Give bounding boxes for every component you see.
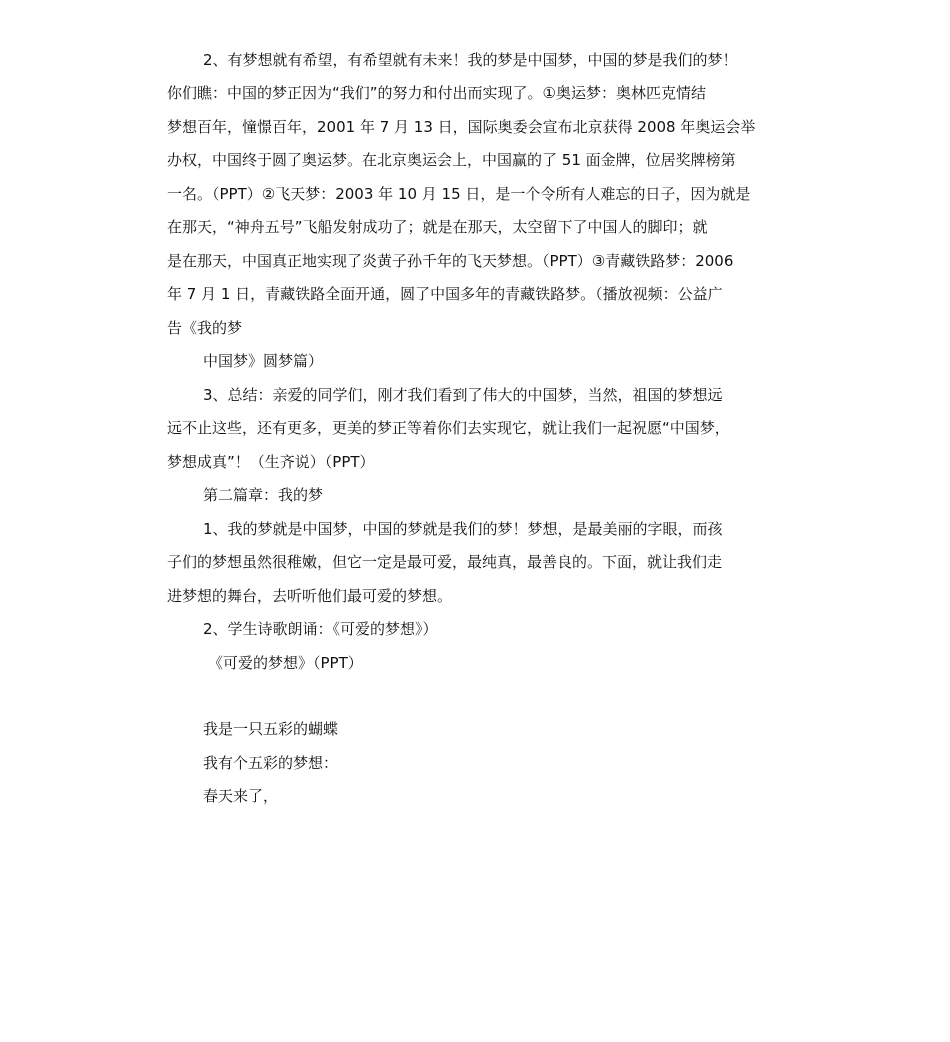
paragraph-line: 梦想百年，憧憬百年，2001 年 7 月 13 日，国际奥委会宣布北京获得 2008 年奥运会举 bbox=[167, 118, 756, 136]
paragraph-line: 2、有梦想就有希望，有希望就有未来！我的梦是中国梦，中国的梦是我们的梦！ bbox=[203, 51, 738, 69]
paragraph-line: 远不止这些，还有更多，更美的梦正等着你们去实现它，就让我们一起祝愿“中国梦， bbox=[167, 419, 730, 437]
paragraph-line: 中国梦》圆梦篇） bbox=[203, 352, 324, 370]
poem-line: 春天来了， bbox=[203, 787, 279, 805]
poem-line: 我有个五彩的梦想： bbox=[203, 754, 339, 772]
paragraph-line: 3、总结：亲爱的同学们，刚才我们看到了伟大的中国梦，当然，祖国的梦想远 bbox=[203, 386, 723, 404]
paragraph-line: 在那天，“神舟五号”飞船发射成功了；就是在那天，太空留下了中国人的脚印；就 bbox=[167, 218, 708, 236]
paragraph-line: 梦想成真”！（生齐说）（PPT） bbox=[167, 453, 375, 471]
paragraph-line: 年 7 月 1 日，青藏铁路全面开通，圆了中国多年的青藏铁路梦。（播放视频：公益广 bbox=[167, 285, 723, 303]
paragraph-line: 办权，中国终于圆了奥运梦。在北京奥运会上，中国赢的了 51 面金牌，位居奖牌榜第 bbox=[167, 151, 736, 169]
paragraph-line: 告《我的梦 bbox=[167, 319, 243, 337]
paragraph-line: 你们瞧：中国的梦正因为“我们”的努力和付出而实现了。①奥运梦：奥林匹克情结 bbox=[167, 84, 706, 102]
poem-line: 我是一只五彩的蝴蝶 bbox=[203, 720, 339, 738]
poem-title: 《可爱的梦想》（PPT） bbox=[208, 654, 363, 672]
paragraph-line: 1、我的梦就是中国梦，中国的梦就是我们的梦！梦想，是最美丽的字眼，而孩 bbox=[203, 520, 723, 538]
paragraph-line: 一名。（PPT）②飞天梦：2003 年 10 月 15 日，是一个令所有人难忘的日子，因为就是 bbox=[167, 185, 751, 203]
paragraph-line: 是在那天，中国真正地实现了炎黄子孙千年的飞天梦想。（PPT）③青藏铁路梦：2006 bbox=[167, 252, 734, 270]
paragraph-line: 2、学生诗歌朗诵：《可爱的梦想》） bbox=[203, 620, 438, 638]
section-heading: 第二篇章：我的梦 bbox=[203, 486, 324, 504]
paragraph-line: 子们的梦想虽然很稚嫩，但它一定是最可爱，最纯真，最善良的。下面，就让我们走 bbox=[167, 553, 723, 571]
paragraph-line: 进梦想的舞台，去听听他们最可爱的梦想。 bbox=[167, 587, 453, 605]
